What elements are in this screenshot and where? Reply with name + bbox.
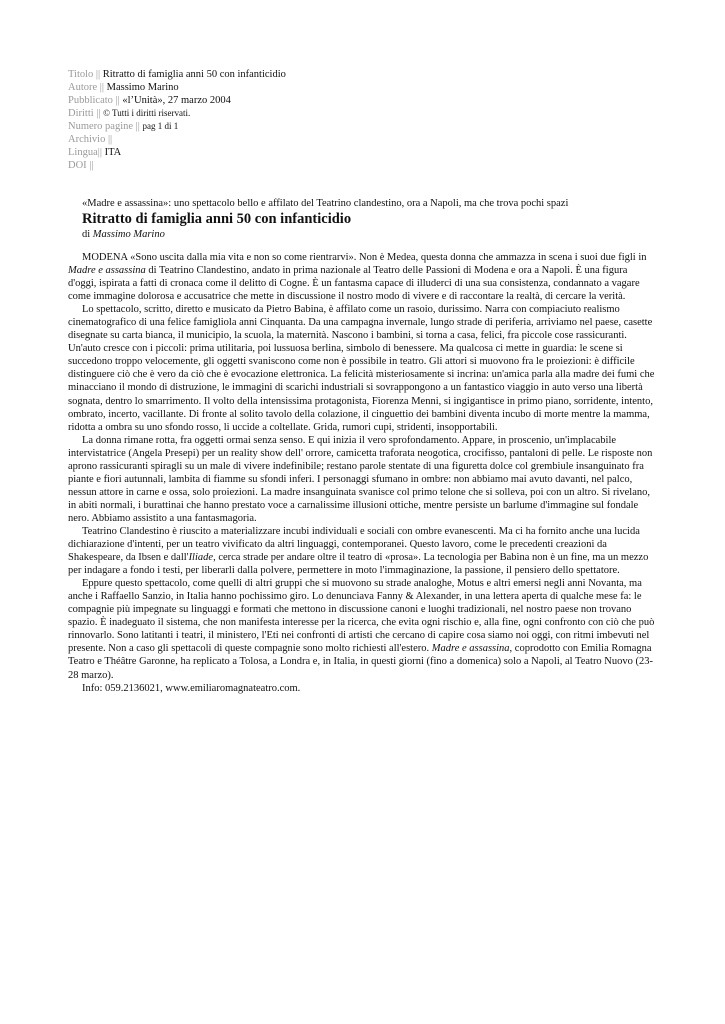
article-byline bbox=[82, 228, 657, 241]
work-title: Madre e assassina bbox=[431, 643, 510, 655]
meta-author-label[interactable]: Autore || bbox=[68, 82, 104, 93]
work-title: Iliade bbox=[188, 552, 214, 564]
meta-rights-label[interactable]: Diritti || bbox=[68, 108, 101, 119]
meta-title-label[interactable]: Titolo || bbox=[68, 69, 101, 80]
meta-doi-label[interactable]: DOI || bbox=[68, 160, 94, 171]
meta-title-value: Ritratto di famiglia anni 50 con infanticidio bbox=[102, 69, 286, 80]
body-paragraph-2: Lo spettacolo, scritto, diretto e musicato da Pietro Babina, è affilato come un rasoio, durissimo. Narra con compiaciuto realismo cinematografico di una felice famigliola anni Cinquanta. Da una campagna invernale, lungo strade di periferia, arriviamo nel paese, casette disegnate su carta bianca, il municipio, la scuola, la maternità. Nascono i bambini, si torna a casa, felici, fra piccole cose rassicuranti. Un'auto cresce con i piccoli: prima utilitaria, poi lussuosa berlina, simbolo di benessere. Ma qualcosa ci mette in guardia: le scene si succedono troppo velocemente, gli oggetti svaniscono come non è possibile in teatro. Gli attori si muovono fra le proiezioni: è difficile distinguere ciò che è vero da ciò che è evocazione elettronica. La felicità misteriosamente si incrina: un'amica parla alla madre dei fumi che minacciano il mondo di distruzione, le immagini di scarichi industriali si sovrappongono a un fantastico viaggio in auto verso una libertà sognata, dentro lo smarrimento. Il volto della intensissima protagonista, Fiorenza Menni, si ingigantisce in primo piano, sorridente, intento, ombrato, incerto, vacillante. Di fronte al solito tavolo della colazione, il cinguettio dei bambini diventa incubo di morte mentre la mamma, ridotta a ombra su uno sfondo rosso, li uccide a coltellate. Grida, rumori cupi, stridenti, insopportabili. bbox=[68, 304, 655, 433]
meta-author-value: Massimo Marino bbox=[106, 82, 179, 93]
meta-language-row bbox=[68, 146, 286, 159]
article-kicker: «Madre e assassina»: uno spettacolo bello e affilato del Teatrino clandestino, ora a Napoli, ma che trova pochi spazi bbox=[82, 198, 569, 209]
meta-archive-label[interactable]: Archivio || bbox=[68, 134, 113, 145]
metadata-block bbox=[68, 68, 286, 172]
meta-author-row bbox=[68, 81, 286, 94]
meta-doi-row bbox=[68, 159, 286, 172]
article-body bbox=[68, 251, 657, 695]
paragraph-text: , coprodotto con Emilia Romagna Teatro e Théâtre Garonne, ha replicato a Tolosa, a Londra e, in Italia, in questi giorni (fino a domenica) solo a Napoli, al Teatro Nuovo (23-28 marzo). bbox=[68, 643, 654, 681]
work-title: Madre e assassina bbox=[68, 265, 146, 277]
paragraph-text: , cerca strade per andare oltre il teatro di «prosa». La tecnologia per Babina non è un fine, ma un mezzo per indagare a fondo i testi, per liberarli dalla polvere, permettere in moto l'immaginazione, la passione, il pensiero dello spettatore. bbox=[68, 552, 649, 577]
body-paragraph-5 bbox=[68, 577, 657, 681]
paragraph-text: Eppure questo spettacolo, come quelli di altri gruppi che si muovono su strade analoghe, Motus e altri emersi negli anni Novanta, ma anche i Raffaello Sanzio, in Italia hanno pochissimo giro. Lo denunciava Fanny & Alexander, in una lettera aperta di qualche mese fa: le compagnie più impegnate su linguaggi e formati che mettono in discussione canoni e luoghi tradizionali, nel nostro paese non trovano spazio. È inadeguato il sistema, che non manifesta interesse per la ricerca, che evita ogni rischio e, alla fine, ogni confronto con ciò che può rinnovarlo. Sono latitanti i teatri, il ministero, l'Eti nei confronti di artisti che cercano di capire cosa siamo noi oggi, con ritmi imbevuti nel presente. Non a caso gli spettacoli di queste compagnie sono molto richiesti all'estero. bbox=[68, 578, 655, 655]
article bbox=[68, 197, 657, 695]
meta-language-label[interactable]: Lingua|| bbox=[68, 147, 102, 158]
body-paragraph-1 bbox=[68, 251, 657, 303]
meta-published-row bbox=[68, 94, 286, 107]
byline-author: Massimo Marino bbox=[92, 229, 165, 240]
body-paragraph-6: Info: 059.2136021, www.emiliaromagnateatro.com. bbox=[82, 682, 301, 694]
paragraph-text: di Teatrino Clandestino, andato in prima nazionale al Teatro delle Passioni di Modena e ora a Napoli. È una figura d'oggi, ispirata a fatti di cronaca come il delitto di Cogne. È un fantasma capace di illuderci di una sua consistenza, condannato a vagare come immagine dolorosa e accusatrice che mette in discussione il nostro modo di vivere e di raccontare la realtà, di cercare la verità. bbox=[68, 265, 640, 303]
meta-language-value: ITA bbox=[104, 147, 122, 158]
byline-prefix: di bbox=[82, 229, 93, 240]
paragraph-text: MODENA «Sono uscita dalla mia vita e non so come rientrarvi». Non è Medea, questa donna che ammazza in scena i suoi due figli in bbox=[82, 252, 647, 263]
meta-title-row bbox=[68, 68, 286, 81]
meta-rights-value: © Tutti i diritti riservati. bbox=[103, 108, 191, 118]
meta-published-value: «l’Unità», 27 marzo 2004 bbox=[122, 95, 231, 106]
meta-pages-value: pag 1 di 1 bbox=[142, 121, 179, 131]
article-headline: Ritratto di famiglia anni 50 con infanticidio bbox=[82, 211, 352, 227]
paragraph-text: Teatrino Clandestino è riuscito a materializzare incubi individuali e sociali con ombre evanescenti. Ma ci ha fornito anche una lucida dichiarazione d'intenti, per un teatro vivificato da altri linguaggi, contemporanei. Questo lavoro, come le precedenti creazioni da Shakespeare, da Ibsen e dall' bbox=[68, 525, 640, 564]
meta-pages-label[interactable]: Numero pagine || bbox=[68, 121, 140, 132]
body-paragraph-4 bbox=[68, 525, 657, 577]
meta-rights-row bbox=[68, 107, 286, 120]
meta-pages-row bbox=[68, 120, 286, 133]
body-paragraph-3: La donna rimane rotta, fra oggetti ormai senza senso. E qui inizia il vero sprofondamento. Appare, in proscenio, un'implacabile intervistatrice (Angela Presepi) per un reality show dell' orrore, camicetta traforata neogotica, crocifisso, pantaloni di pelle. Le risposte non aprono rassicuranti spiragli su un male di vivere indefinibile; restano parole stentate di una figuretta dolce col grembiule insanguinato fra piante e fiori autunnali, lambita di fiamme su sfondi inferi. I personaggi sfumano in ombre: non abbiamo mai avuto davanti, nel palco, nessun attore in carne e ossa, solo proiezioni. La madre insanguinata svanisce col primo telone che si solleva, poi con un altro. Si rivelano, in abiti normali, i burattinai che hanno prestato voce a carnalissime illusioni ottiche, mentre persiste un barlume d'immagine sul fondale nero. Abbiamo assistito a una fantasmagoria. bbox=[68, 434, 653, 524]
meta-archive-row bbox=[68, 133, 286, 146]
meta-published-label[interactable]: Pubblicato || bbox=[68, 95, 120, 106]
